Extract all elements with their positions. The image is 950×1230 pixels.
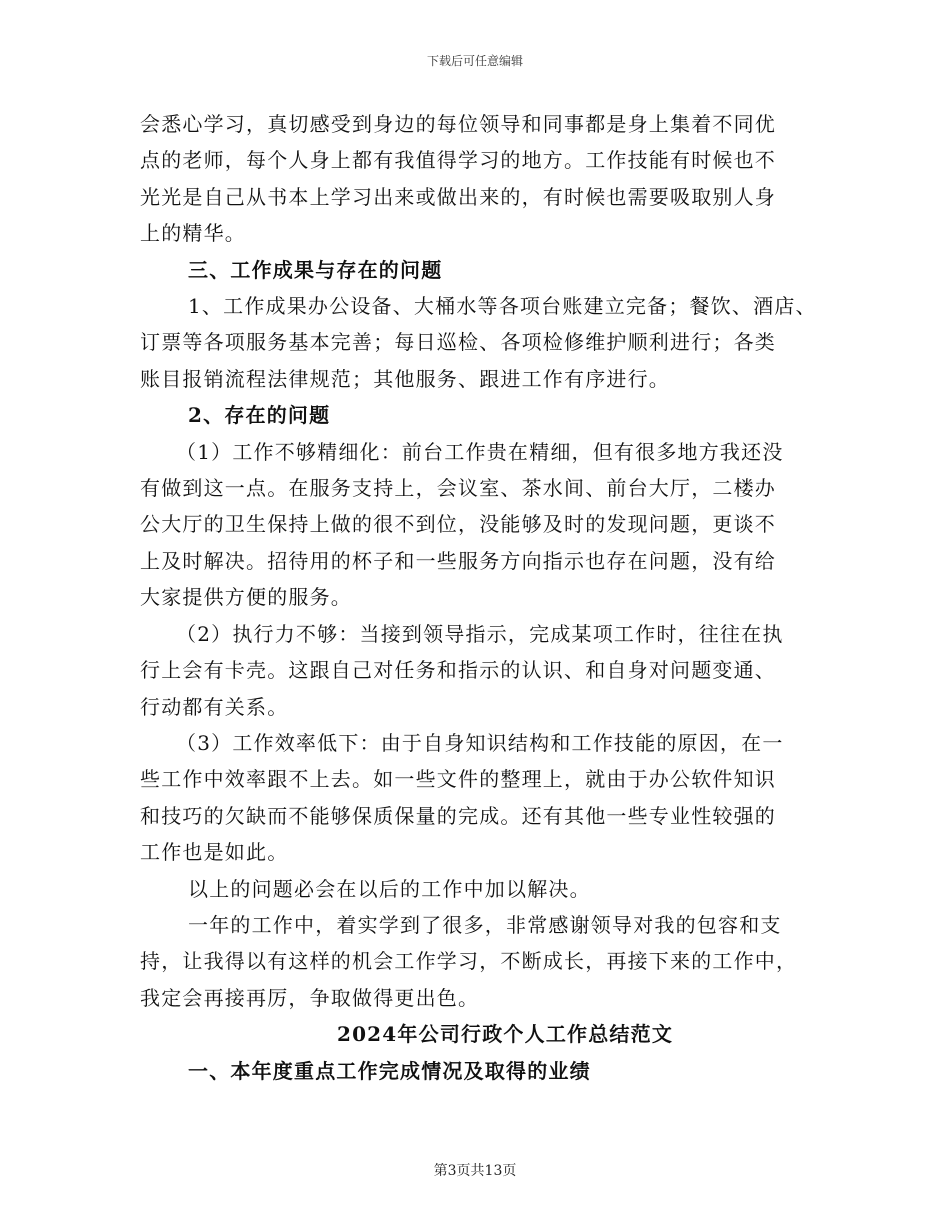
paragraph-line: 和技巧的欠缺而不能够保质保量的完成。还有其他一些专业性较强的: [140, 803, 776, 828]
paragraph-line: 账目报销流程法律规范；其他服务、跟进工作有序进行。: [140, 366, 670, 391]
paragraph-line: 上的精华。: [140, 221, 246, 246]
page-footer: 第3页共13页: [433, 1163, 517, 1179]
section-heading: 三、工作成果与存在的问题: [188, 257, 443, 282]
section-heading: 一、本年度重点工作完成情况及取得的业绩: [188, 1058, 591, 1083]
paragraph-line: 我定会再接再厉，争取做得更出色。: [140, 985, 480, 1010]
paragraph-line: （1）工作不够精细化：前台工作贵在精细，但有很多地方我还没: [176, 439, 784, 464]
paragraph-line: 一年的工作中，着实学到了很多，非常感谢领导对我的包容和支: [188, 912, 782, 937]
subsection-heading: 2、存在的问题: [188, 403, 331, 428]
paragraph-line: 公大厅的卫生保持上做的很不到位，没能够及时的发现问题，更谈不: [140, 512, 776, 537]
paragraph-line: 行上会有卡壳。这跟自己对任务和指示的认识、和自身对问题变通、: [140, 658, 776, 683]
paragraph-line: （3）工作效率低下：由于自身知识结构和工作技能的原因，在一: [176, 730, 784, 755]
paragraph-line: 会悉心学习，真切感受到身边的每位领导和同事都是身上集着不同优: [140, 112, 776, 136]
paragraph-line: 行动都有关系。: [140, 694, 289, 719]
page-header: 下载后可任意编辑: [426, 54, 523, 68]
document-body: [140, 106, 830, 1089]
paragraph-line: 有做到这一点。在服务支持上，会议室、茶水间、前台大厅，二楼办: [140, 476, 776, 501]
paragraph-line: 持，让我得以有这样的机会工作学习，不断成长，再接下来的工作中，: [140, 949, 798, 974]
paragraph-line: 点的老师，每个人身上都有我值得学习的地方。工作技能有时候也不: [140, 148, 776, 173]
document-title: 2024年公司行政个人工作总结范文: [336, 1022, 674, 1047]
paragraph-line: 1、工作成果办公设备、大桶水等各项台账建立完备；餐饮、酒店、: [188, 294, 817, 319]
paragraph-line: 订票等各项服务基本完善；每日巡检、各项检修维护顺利进行；各类: [140, 330, 776, 355]
paragraph-line: 上及时解决。招待用的杯子和一些服务方向指示也存在问题，没有给: [140, 548, 776, 573]
paragraph-line: 光光是自己从书本上学习出来或做出来的，有时候也需要吸取别人身: [140, 184, 776, 209]
paragraph-line: 工作也是如此。: [140, 840, 289, 865]
paragraph-line: （2）执行力不够：当接到领导指示，完成某项工作时，往往在执: [176, 621, 784, 646]
paragraph-line: 以上的问题必会在以后的工作中加以解决。: [188, 876, 591, 901]
paragraph-line: 大家提供方便的服务。: [140, 585, 352, 610]
paragraph-line: 些工作中效率跟不上去。如一些文件的整理上，就由于办公软件知识: [140, 767, 776, 792]
